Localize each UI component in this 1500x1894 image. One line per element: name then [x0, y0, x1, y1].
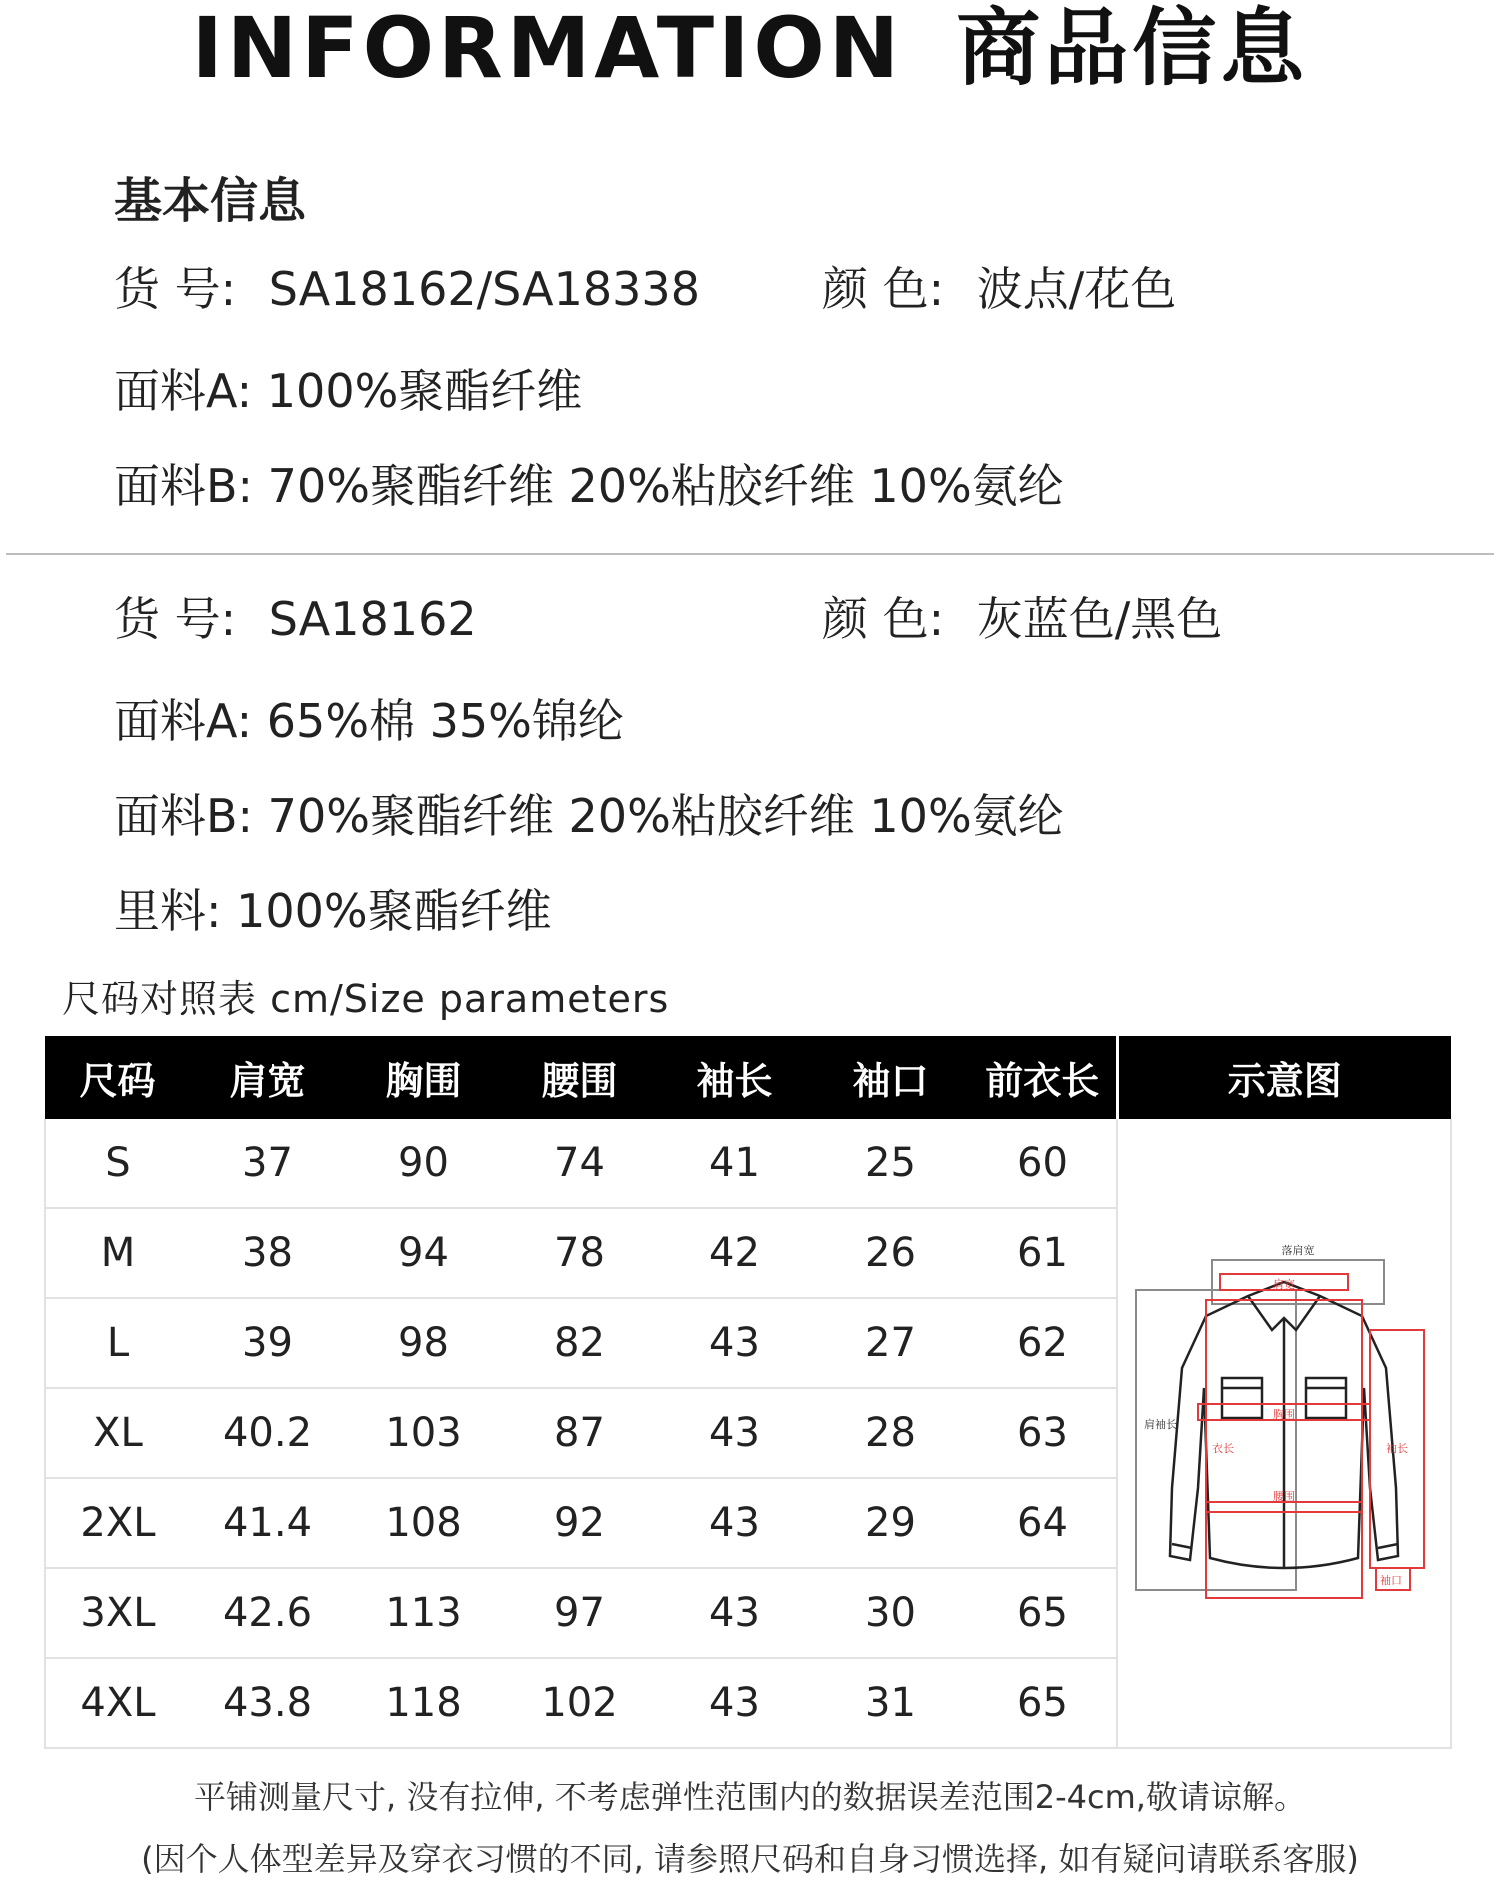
- group1-item-number: [114, 253, 700, 319]
- cell-front-length: 61: [969, 1208, 1117, 1298]
- cell-shoulder: 37: [190, 1119, 345, 1208]
- cell-chest: 113: [345, 1568, 502, 1658]
- item-number-label: 货 号:: [114, 592, 237, 646]
- cell-size: 2XL: [45, 1478, 190, 1568]
- cell-waist: 78: [502, 1208, 657, 1298]
- cell-chest: 103: [345, 1388, 502, 1478]
- cell-cuff: 29: [812, 1478, 969, 1568]
- title-en: INFORMATION: [191, 0, 904, 97]
- cell-shoulder: 41.4: [190, 1478, 345, 1568]
- label-shoulder-sleeve: 肩袖长: [1144, 1418, 1177, 1431]
- cell-sleeve-length: 41: [657, 1119, 812, 1208]
- cell-front-length: 63: [969, 1388, 1117, 1478]
- header-waist: 腰围: [502, 1036, 657, 1119]
- cell-front-length: 62: [969, 1298, 1117, 1388]
- group2-lining: 里料: 100%聚酯纤维: [114, 884, 552, 938]
- cell-waist: 97: [502, 1568, 657, 1658]
- cell-chest: 108: [345, 1478, 502, 1568]
- header-shoulder: 肩宽: [190, 1036, 345, 1119]
- cell-shoulder: 42.6: [190, 1568, 345, 1658]
- cell-front-length: 60: [969, 1119, 1117, 1208]
- item-number-value: SA18162: [268, 592, 477, 646]
- cell-size: S: [45, 1119, 190, 1208]
- cell-chest: 90: [345, 1119, 502, 1208]
- cell-sleeve-length: 42: [657, 1208, 812, 1298]
- cell-size: L: [45, 1298, 190, 1388]
- group1-fabric-a: 面料A: 100%聚酯纤维: [114, 364, 583, 418]
- cell-front-length: 64: [969, 1478, 1117, 1568]
- shirt-diagram-cell: [1117, 1119, 1451, 1748]
- label-cuff: 袖口: [1380, 1574, 1402, 1587]
- cell-sleeve-length: 43: [657, 1568, 812, 1658]
- shoulder-sleeve-frame: [1136, 1290, 1296, 1590]
- header-chest: 胸围: [345, 1036, 502, 1119]
- fit-advice-note: (因个人体型差异及穿衣习惯的不同, 请参照尺码和自身习惯选择, 如有疑问请联系客服): [141, 1840, 1359, 1878]
- cell-cuff: 31: [812, 1658, 969, 1748]
- group1-color: [822, 253, 1176, 319]
- cell-chest: 98: [345, 1298, 502, 1388]
- cell-front-length: 65: [969, 1568, 1117, 1658]
- cell-cuff: 26: [812, 1208, 969, 1298]
- item-number-label: 货 号:: [114, 262, 237, 316]
- cell-waist: 92: [502, 1478, 657, 1568]
- cell-sleeve-length: 43: [657, 1658, 812, 1748]
- page-title: [0, 0, 1500, 96]
- cell-cuff: 28: [812, 1388, 969, 1478]
- shirt-diagram-icon: [1124, 1238, 1444, 1618]
- cell-chest: 94: [345, 1208, 502, 1298]
- cell-sleeve-length: 43: [657, 1478, 812, 1568]
- size-table: [44, 1036, 1452, 1749]
- cell-waist: 102: [502, 1658, 657, 1748]
- size-table-caption: 尺码对照表 cm/Size parameters: [62, 977, 670, 1021]
- basic-info-heading: 基本信息: [114, 173, 307, 229]
- cell-waist: 82: [502, 1298, 657, 1388]
- color-value: 波点/花色: [976, 262, 1177, 316]
- cell-shoulder: 43.8: [190, 1658, 345, 1748]
- cell-chest: 118: [345, 1658, 502, 1748]
- label-shoulder: 肩宽: [1273, 1278, 1295, 1291]
- cell-cuff: 25: [812, 1119, 969, 1208]
- cell-shoulder: 40.2: [190, 1388, 345, 1478]
- header-front-length: 前衣长: [969, 1036, 1117, 1119]
- cell-cuff: 27: [812, 1298, 969, 1388]
- color-value: 灰蓝色/黑色: [976, 592, 1223, 646]
- title-cn: 商品信息: [956, 0, 1309, 97]
- label-drop-shoulder: 落肩宽: [1281, 1244, 1315, 1257]
- cell-size: 3XL: [45, 1568, 190, 1658]
- cell-size: XL: [45, 1388, 190, 1478]
- color-label: 颜 色:: [822, 592, 945, 646]
- cell-shoulder: 39: [190, 1298, 345, 1388]
- label-chest: 胸围: [1273, 1408, 1295, 1421]
- table-row: [45, 1119, 1451, 1208]
- label-sleeve-length: 袖长: [1386, 1442, 1408, 1455]
- group1-fabric-b: 面料B: 70%聚酯纤维 20%粘胶纤维 10%氨纶: [114, 459, 1064, 513]
- cell-shoulder: 38: [190, 1208, 345, 1298]
- header-size: 尺码: [45, 1036, 190, 1119]
- group2-item-number: [114, 583, 477, 649]
- cell-waist: 74: [502, 1119, 657, 1208]
- cell-front-length: 65: [969, 1658, 1117, 1748]
- label-body-length: 衣长: [1212, 1442, 1234, 1455]
- drop-shoulder-frame: [1212, 1260, 1384, 1304]
- cell-sleeve-length: 43: [657, 1388, 812, 1478]
- header-diagram: 示意图: [1117, 1036, 1451, 1119]
- cell-size: 4XL: [45, 1658, 190, 1748]
- group2-color: [822, 583, 1222, 649]
- header-cuff: 袖口: [812, 1036, 969, 1119]
- group2-fabric-b: 面料B: 70%聚酯纤维 20%粘胶纤维 10%氨纶: [114, 789, 1064, 843]
- group2-fabric-a: 面料A: 65%棉 35%锦纶: [114, 694, 624, 748]
- color-label: 颜 色:: [822, 262, 945, 316]
- measurement-note: 平铺测量尺寸, 没有拉伸, 不考虑弹性范围内的数据误差范围2-4cm,敬请谅解。: [194, 1778, 1306, 1816]
- header-sleeve-length: 袖长: [657, 1036, 812, 1119]
- cell-sleeve-length: 43: [657, 1298, 812, 1388]
- cell-size: M: [45, 1208, 190, 1298]
- item-number-value: SA18162/SA18338: [268, 262, 700, 316]
- cell-cuff: 30: [812, 1568, 969, 1658]
- label-waist: 腰围: [1273, 1490, 1295, 1503]
- cell-waist: 87: [502, 1388, 657, 1478]
- section-divider: [6, 553, 1494, 555]
- size-table-header: [45, 1036, 1451, 1119]
